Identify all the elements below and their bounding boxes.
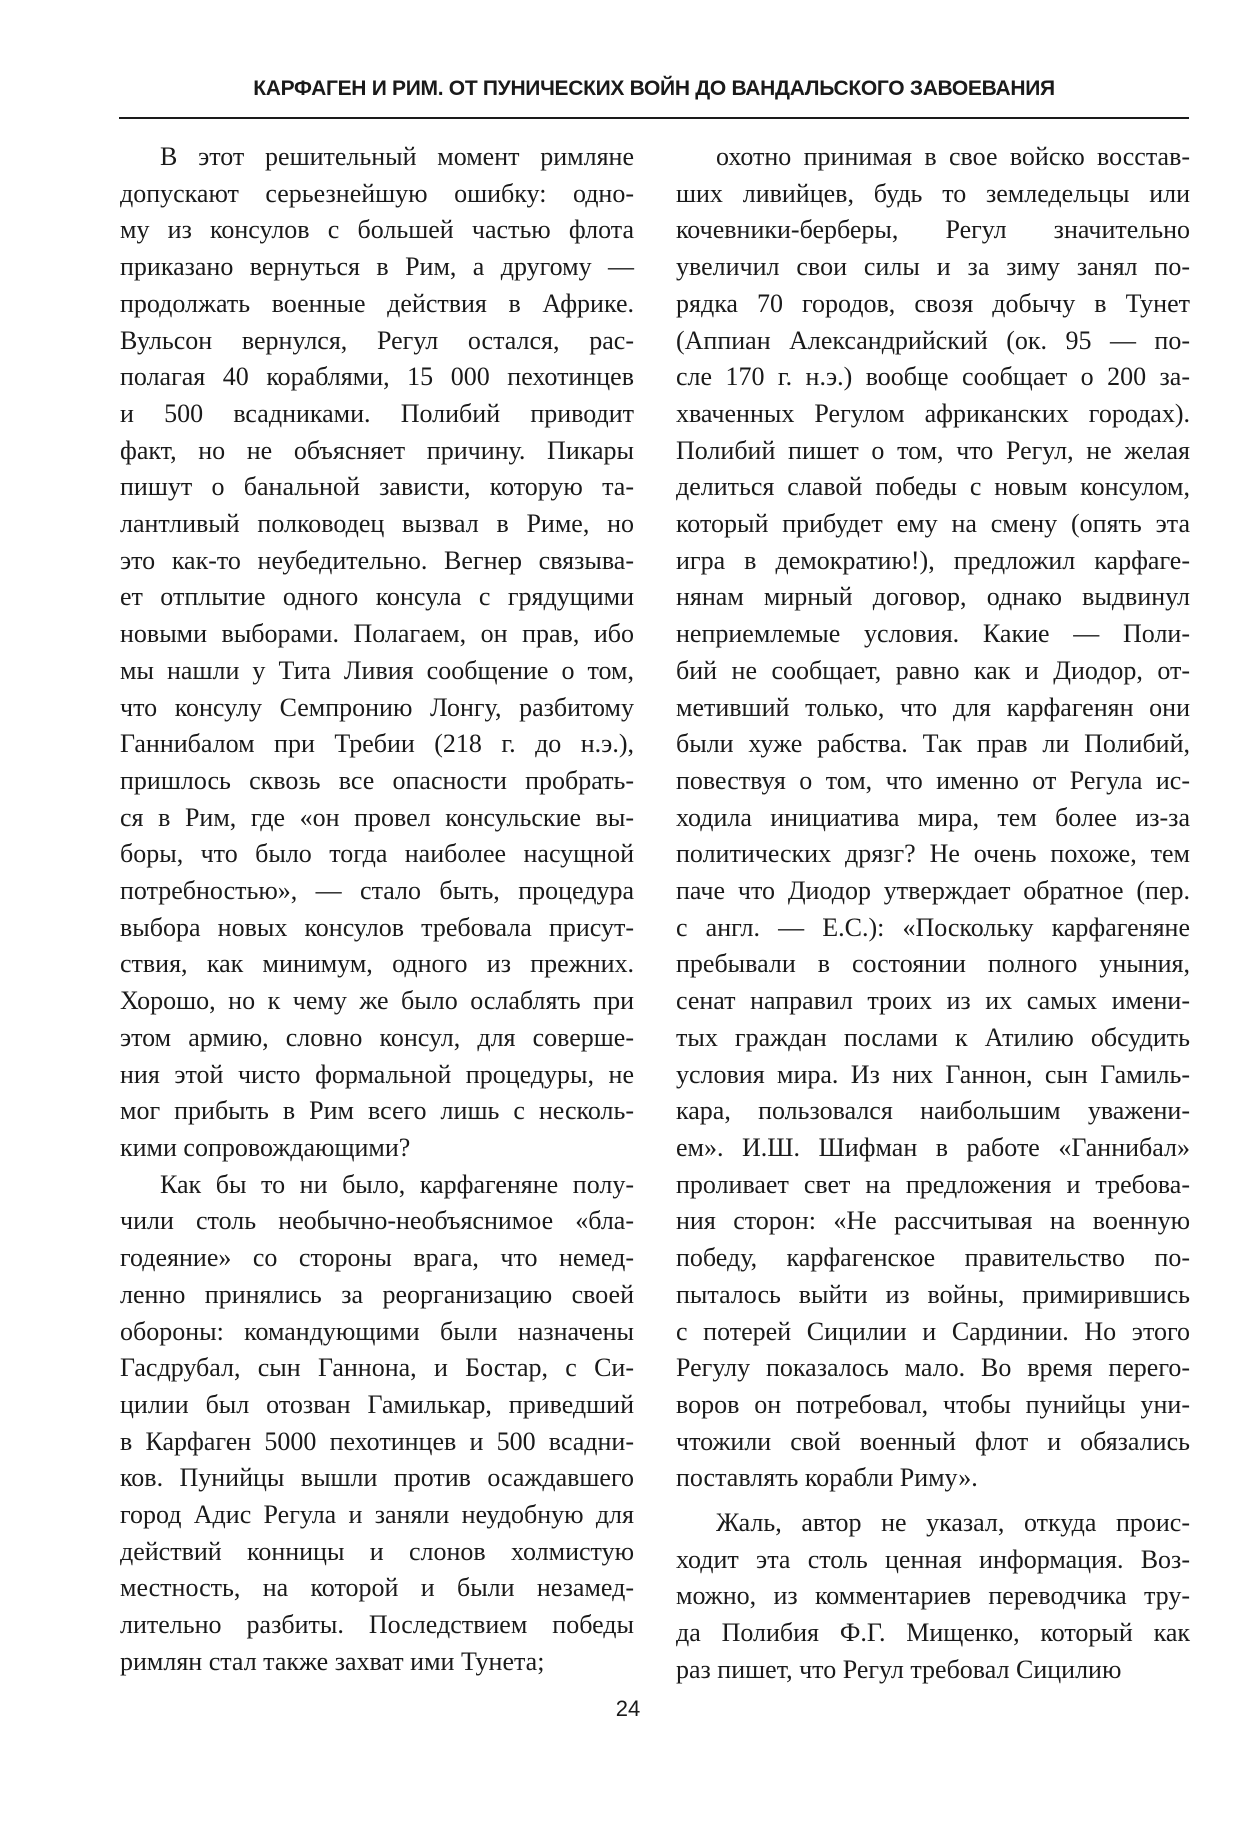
text-line: цилии был отозван Гамилькар, приведший <box>120 1389 634 1419</box>
text-line: мог прибыть в Рим всего лишь с несколь- <box>120 1096 634 1126</box>
header-rule <box>119 117 1189 119</box>
text-line: который прибудет ему на смену (опять эта <box>676 509 1190 539</box>
text-line: мы нашли у Тита Ливия сообщение о том, <box>120 655 634 685</box>
text-line: ния этой чисто формальной процедуры, не <box>120 1059 634 1089</box>
text-line: потребностью», — стало быть, процедура <box>120 876 634 906</box>
text-line: ет отплытие одного консула с грядущими <box>120 582 634 612</box>
right-paragraph-2 <box>676 1505 1190 1689</box>
text-line: Регулу показалось мало. Во время перего- <box>676 1353 1190 1383</box>
text-line: му из консулов с большей частью флота <box>120 215 634 245</box>
text-line: продолжать военные действия в Африке. <box>120 288 634 318</box>
text-line: римлян стал также захват ими Тунета; <box>120 1646 545 1676</box>
text-line: (Аппиан Александрийский (ок. 95 — по- <box>676 325 1190 355</box>
text-line: что консулу Семпронию Лонгу, разбитому <box>120 692 634 722</box>
text-line: хваченных Регулом африканских городах). <box>676 398 1190 428</box>
text-line: обороны: командующими были назначены <box>120 1316 634 1346</box>
text-line: пребывали в состоянии полного уныния, <box>676 949 1190 979</box>
text-line: условия мира. Из них Ганнон, сын Гамиль- <box>676 1059 1190 1089</box>
text-line: Вульсон вернулся, Регул остался, рас- <box>120 325 634 355</box>
text-line: полагая 40 кораблями, 15 000 пехотинцев <box>120 362 634 392</box>
text-line: ков. Пунийцы вышли против осаждавшего <box>120 1463 634 1493</box>
text-line: раз пишет, что Регул требовал Сицилию <box>676 1654 1122 1684</box>
text-line: паче что Диодор утверждает обратное (пер. <box>676 876 1190 906</box>
text-line: ходила инициатива мира, тем более из-за <box>676 802 1190 832</box>
text-line: ствия, как минимум, одного из прежних. <box>120 949 634 979</box>
text-line: местность, на которой и были незамед- <box>120 1573 634 1603</box>
text-line: выбора новых консулов требовала присут- <box>120 912 634 942</box>
text-line: бий не сообщает, равно как и Диодор, от- <box>676 655 1190 685</box>
text-line: сле 170 г. н.э.) вообще сообщает о 200 за- <box>676 362 1190 392</box>
text-line: действий конницы и слонов холмистую <box>120 1536 634 1566</box>
running-title: КАРФАГЕН И РИМ. ОТ ПУНИЧЕСКИХ ВОЙН ДО ВАНДАЛЬСКОГО ЗАВОЕВАНИЯ <box>253 77 1055 100</box>
text-line: это как-то неубедительно. Вегнер связыва- <box>120 545 634 575</box>
text-line: ся в Рим, где «он провел консульские вы- <box>120 802 634 832</box>
text-line: В этот решительный момент римляне <box>160 142 634 171</box>
text-line: пришлось сквозь все опасности пробрать- <box>120 765 634 795</box>
text-line: годеяние» со стороны врага, что немед- <box>120 1243 634 1273</box>
text-line: ния сторон: «Не рассчитывая на военную <box>676 1206 1190 1236</box>
text-line: город Адис Регула и заняли неудобную для <box>120 1500 634 1530</box>
left-paragraph-2 <box>120 1167 634 1681</box>
text-line: охотно принимая в свое войско восстав- <box>716 142 1190 171</box>
text-line: метивший только, что для карфагенян они <box>676 692 1190 722</box>
text-line: поставлять корабли Риму». <box>676 1463 978 1493</box>
text-line: рядка 70 городов, свозя добычу в Тунет <box>676 288 1190 318</box>
text-line: лантливый полководец вызвал в Риме, но <box>120 509 634 539</box>
right-column <box>676 139 1190 1689</box>
text-line: политических дрязг? Не очень похоже, тем <box>676 839 1190 869</box>
text-line: пыталось выйти из войны, примирившись <box>676 1279 1190 1309</box>
text-line: Гасдрубал, сын Ганнона, и Бостар, с Си- <box>120 1353 634 1383</box>
text-line: этом армию, словно консул, для соверше- <box>120 1022 634 1052</box>
text-line: победу, карфагенское правительство по- <box>676 1243 1190 1273</box>
left-paragraph-1 <box>120 139 634 1167</box>
text-line: боры, что было тогда наиболее насущной <box>120 839 634 869</box>
text-line: тых граждан послами к Атилию обсудить <box>676 1022 1190 1052</box>
text-line: воров он потребовал, чтобы пунийцы уни- <box>676 1389 1190 1419</box>
text-line: да Полибия Ф.Г. Мищенко, который как <box>676 1618 1190 1648</box>
text-line: допускают серьезнейшую ошибку: одно- <box>120 178 634 208</box>
text-line: увеличил свои силы и за зиму занял по- <box>676 252 1190 282</box>
text-line: и 500 всадниками. Полибий приводит <box>120 398 634 428</box>
text-line: сенат направил троих из их самых имени- <box>676 986 1190 1016</box>
text-line: новыми выборами. Полагаем, он прав, ибо <box>120 619 634 649</box>
text-line: ходит эта столь ценная информация. Воз- <box>676 1544 1190 1574</box>
text-line: Полибий пишет о том, что Регул, не желая <box>676 435 1190 465</box>
text-line: приказано вернуться в Рим, а другому — <box>120 252 634 282</box>
text-line: ших ливийцев, будь то земледельцы или <box>676 178 1190 208</box>
text-line: Как бы то ни было, карфагеняне полу- <box>160 1169 634 1199</box>
text-line: игра в демократию!), предложил карфаге- <box>676 545 1190 575</box>
text-line: с англ. — Е.С.): «Поскольку карфагеняне <box>676 912 1190 942</box>
text-line: делиться славой победы с новым консулом, <box>676 472 1190 502</box>
text-line: с потерей Сицилии и Сардинии. Но этого <box>676 1316 1190 1346</box>
text-line: Жаль, автор не указал, откуда проис- <box>716 1508 1190 1538</box>
text-line: в Карфаген 5000 пехотинцев и 500 всадни- <box>120 1426 634 1456</box>
text-line: Ганнибалом при Требии (218 г. до н.э.), <box>120 729 634 759</box>
text-line: Хорошо, но к чему же было ослаблять при <box>120 986 634 1016</box>
text-line: можно, из комментариев переводчика тру- <box>676 1581 1190 1611</box>
text-line: кими сопровождающими? <box>120 1132 411 1162</box>
text-line: неприемлемые условия. Какие — Поли- <box>676 619 1190 649</box>
page-number: 24 <box>615 1696 641 1721</box>
text-line: пишут о банальной зависти, которую та- <box>120 472 634 502</box>
paragraph-gap <box>676 1497 1190 1505</box>
text-line: факт, но не объясняет причину. Пикары <box>120 435 634 465</box>
text-line: были хуже рабства. Так прав ли Полибий, <box>676 729 1190 759</box>
text-line: повествуя о том, что именно от Регула ис- <box>676 765 1190 795</box>
text-line: лительно разбиты. Последствием победы <box>120 1610 634 1640</box>
text-line: нянам мирный договор, однако выдвинул <box>676 582 1190 612</box>
text-line: чтожили свой военный флот и обязались <box>676 1426 1190 1456</box>
right-paragraph-1 <box>676 139 1190 1497</box>
text-line: проливает свет на предложения и требова- <box>676 1169 1190 1199</box>
text-line: кара, пользовался наибольшим уважени- <box>676 1096 1190 1126</box>
text-line: чили столь необычно-необъяснимое «бла- <box>120 1206 634 1236</box>
left-column <box>120 139 634 1681</box>
text-line: ем». И.Ш. Шифман в работе «Ганнибал» <box>676 1132 1190 1162</box>
text-line: ленно принялись за реорганизацию своей <box>120 1279 634 1309</box>
text-line: кочевники-берберы, Регул значительно <box>676 215 1190 245</box>
